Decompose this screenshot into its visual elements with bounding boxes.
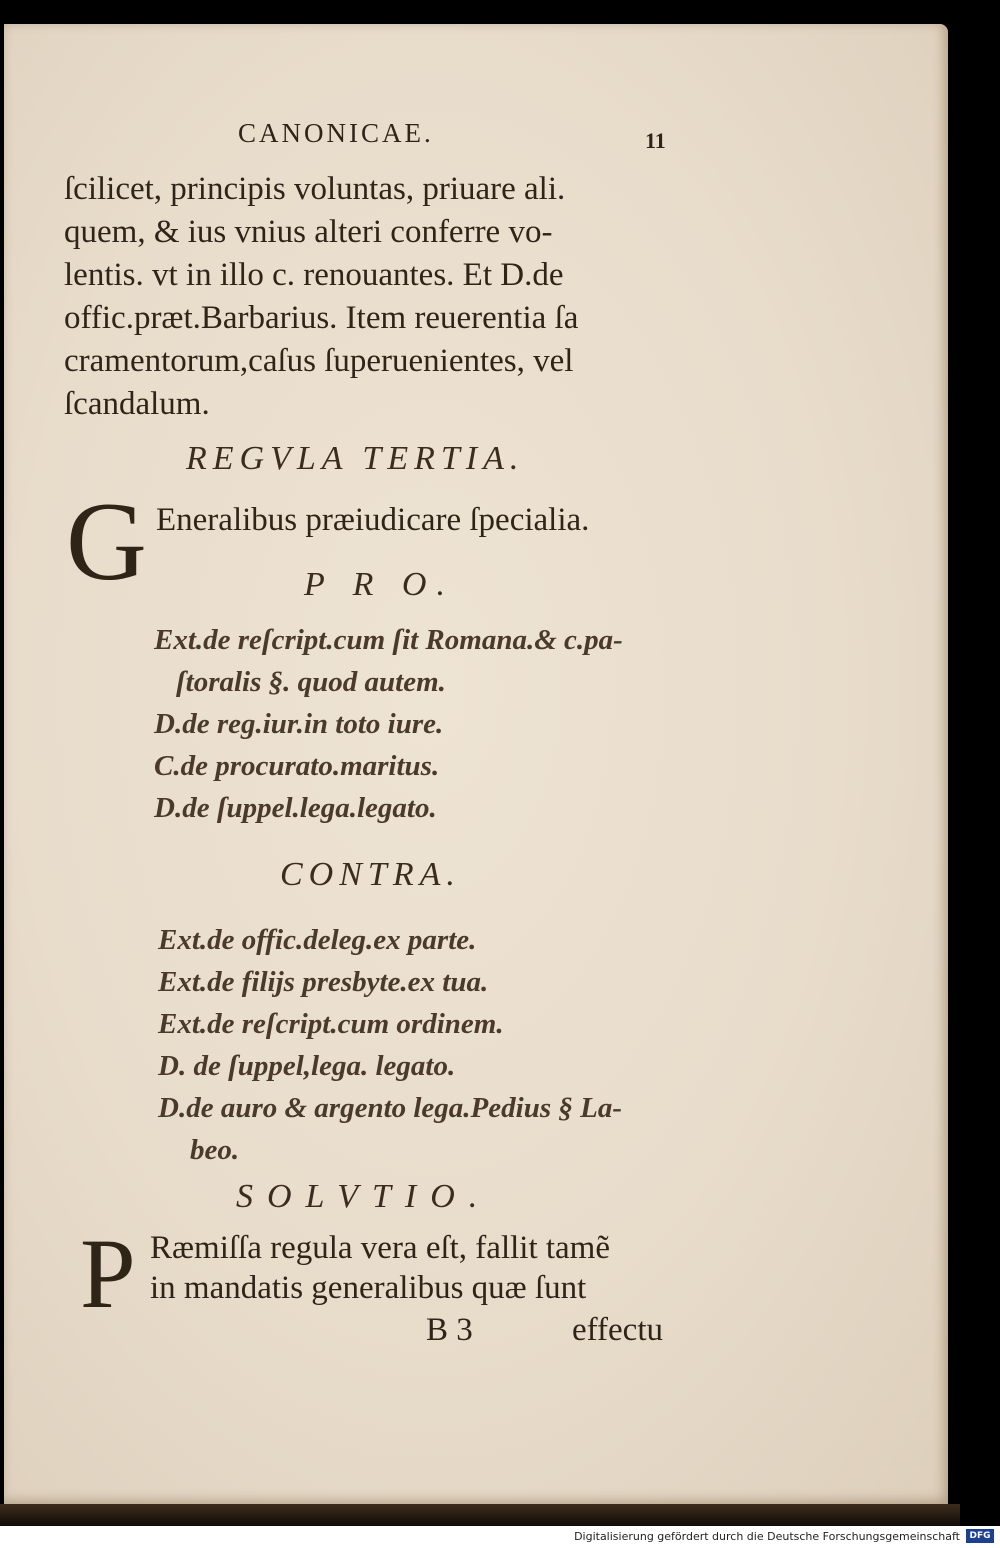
rule-text: Eneralibus præiudicare ſpecialia. [156, 502, 590, 538]
pro-heading: P R O. [304, 566, 455, 603]
contra-citation: Ext.de offic.deleg.ex parte. [158, 924, 477, 956]
body-paragraph [64, 168, 672, 426]
text-line: ſcandalum. [64, 386, 210, 422]
pro-citation: Ext.de reſcript.cum ſit Romana.& c.pa- [154, 624, 623, 656]
solutio-line: Ræmiſſa regula vera eſt, fallit tamẽ [150, 1230, 611, 1266]
solutio-heading: SOLVTIO. [236, 1178, 492, 1215]
text-line: quem, & ius vnius alteri conferre vo- [64, 214, 553, 250]
page-number: 11 [645, 128, 666, 153]
text-line: offic.præt.Barbarius. Item reuerentia ſa [64, 300, 579, 336]
pro-citation: ſtoralis §. quod autem. [176, 666, 446, 698]
contra-heading: CONTRA. [280, 856, 461, 893]
running-title: CANONICAE. [238, 118, 434, 148]
footer-bar [0, 1526, 1000, 1548]
drop-cap-p: P [80, 1218, 136, 1329]
dfg-logo: DFG [966, 1529, 994, 1543]
pro-citation: C.de procurato.maritus. [154, 750, 440, 782]
digitization-credit: Digitalisierung gefördert durch die Deutsche Forschungsgemeinschaft [574, 1530, 960, 1543]
pro-citation: D.de ſuppel.lega.legato. [154, 792, 437, 824]
text-line: cramentorum,caſus ſuperuenientes, vel [64, 343, 574, 379]
solutio-line: in mandatis generalibus quæ ſunt [150, 1270, 587, 1306]
signature-mark: B 3 [426, 1312, 473, 1348]
contra-citation: D. de ſuppel,lega. legato. [158, 1050, 456, 1082]
catchword: effectu [572, 1312, 663, 1348]
contra-citation: beo. [190, 1134, 240, 1166]
text-line: lentis. vt in illo c. renouantes. Et D.de [64, 257, 564, 293]
rule-title: REGVLA TERTIA. [186, 440, 525, 477]
contra-citation: Ext.de reſcript.cum ordinem. [158, 1008, 504, 1040]
page-bottom-edge [0, 1504, 960, 1526]
drop-cap-g: G [66, 480, 147, 604]
pro-citation: D.de reg.iur.in toto iure. [154, 708, 444, 740]
contra-citation: D.de auro & argento lega.Pedius § La- [158, 1092, 622, 1124]
contra-citation: Ext.de filijs presbyte.ex tua. [158, 966, 489, 998]
text-line: ſcilicet, principis voluntas, priuare ali. [64, 171, 566, 207]
